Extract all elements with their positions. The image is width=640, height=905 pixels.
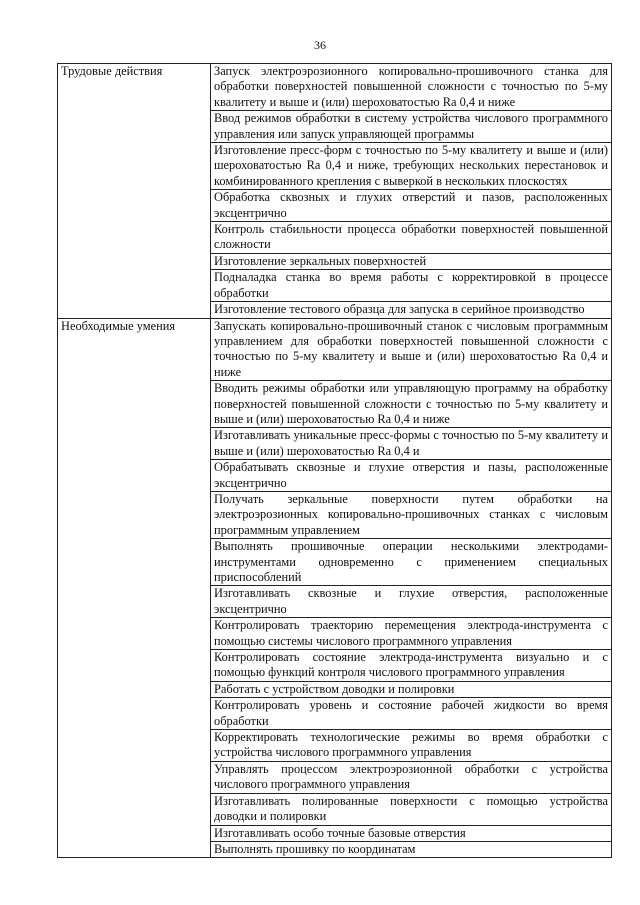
table-cell: Работать с устройством доводки и полировки — [211, 681, 612, 697]
table-cell: Вводить режимы обработки или управляющую программу на обработку поверхностей повышенной сложности с точностью по 5-му квалитету и выше и (или) шероховатостью Ra 0,4 и ниже — [211, 381, 612, 428]
table-cell: Выполнять прошивку по координатам — [211, 841, 612, 857]
table-cell: Запускать копировально-прошивочный станок с числовым программным управлением для обработки поверхностей повышенной сложности с точностью по 5-му квалитету и выше и (или) шероховатостью Ra 0,4 и ниже — [211, 318, 612, 381]
table-cell: Корректировать технологические режимы во время обработки с устройства числового программного управления — [211, 730, 612, 762]
competency-table — [57, 63, 612, 858]
section-label-required-skills: Необходимые умения — [58, 318, 211, 858]
table-cell: Изготовление тестового образца для запуска в серийное производство — [211, 302, 612, 318]
table-cell: Контролировать состояние электрода-инструмента визуально и с помощью функций контроля числового программного управления — [211, 650, 612, 682]
table-cell: Запуск электроэрозионного копировально-прошивочного станка для обработки поверхностей повышенной сложности с точностью по 5-му квалитету и выше и (или) шероховатостью Ra 0,4 и ниже — [211, 64, 612, 111]
table-row — [58, 64, 612, 111]
table-cell: Контролировать уровень и состояние рабочей жидкости во время обработки — [211, 698, 612, 730]
table-cell: Управлять процессом электроэрозионной обработки с устройства числового программного управления — [211, 761, 612, 793]
table-cell: Обрабатывать сквозные и глухие отверстия и пазы, расположенные эксцентрично — [211, 460, 612, 492]
table-cell: Обработка сквозных и глухих отверстий и пазов, расположенных эксцентрично — [211, 190, 612, 222]
table-cell: Изготовление пресс-форм с точностью по 5-му квалитету и выше и (или) шероховатостью Ra 0,4 и ниже, требующих нескольких перестановок и комбинированного крепления с выверкой в нескольких плоскостях — [211, 143, 612, 190]
table-cell: Изготовление зеркальных поверхностей — [211, 253, 612, 269]
table-cell: Изготавливать уникальные пресс-формы с точностью по 5-му квалитету и выше и (или) шероховатостью Ra 0,4 и — [211, 428, 612, 460]
page-number: 36 — [314, 38, 326, 52]
table-cell: Получать зеркальные поверхности путем обработки на электроэрозионных копировально-прошивочных станках с числовым программным управлением — [211, 491, 612, 538]
table-cell: Изготавливать особо точные базовые отверстия — [211, 825, 612, 841]
section-label-labor-actions: Трудовые действия — [58, 64, 211, 319]
table-cell: Контролировать траекторию перемещения электрода-инструмента с помощью системы числового программного управления — [211, 618, 612, 650]
table-cell: Выполнять прошивочные операции несколькими электродами-инструментами одновременно с применением специальных приспособлений — [211, 539, 612, 586]
table-cell: Контроль стабильности процесса обработки поверхностей повышенной сложности — [211, 222, 612, 254]
table-cell: Ввод режимов обработки в систему устройства числового программного управления или запуск управляющей программы — [211, 111, 612, 143]
table-row — [58, 318, 612, 381]
table-cell: Изготавливать сквозные и глухие отверстия, расположенные эксцентрично — [211, 586, 612, 618]
table-cell: Изготавливать полированные поверхности с помощью устройства доводки и полировки — [211, 793, 612, 825]
table-cell: Подналадка станка во время работы с корректировкой в процессе обработки — [211, 270, 612, 302]
